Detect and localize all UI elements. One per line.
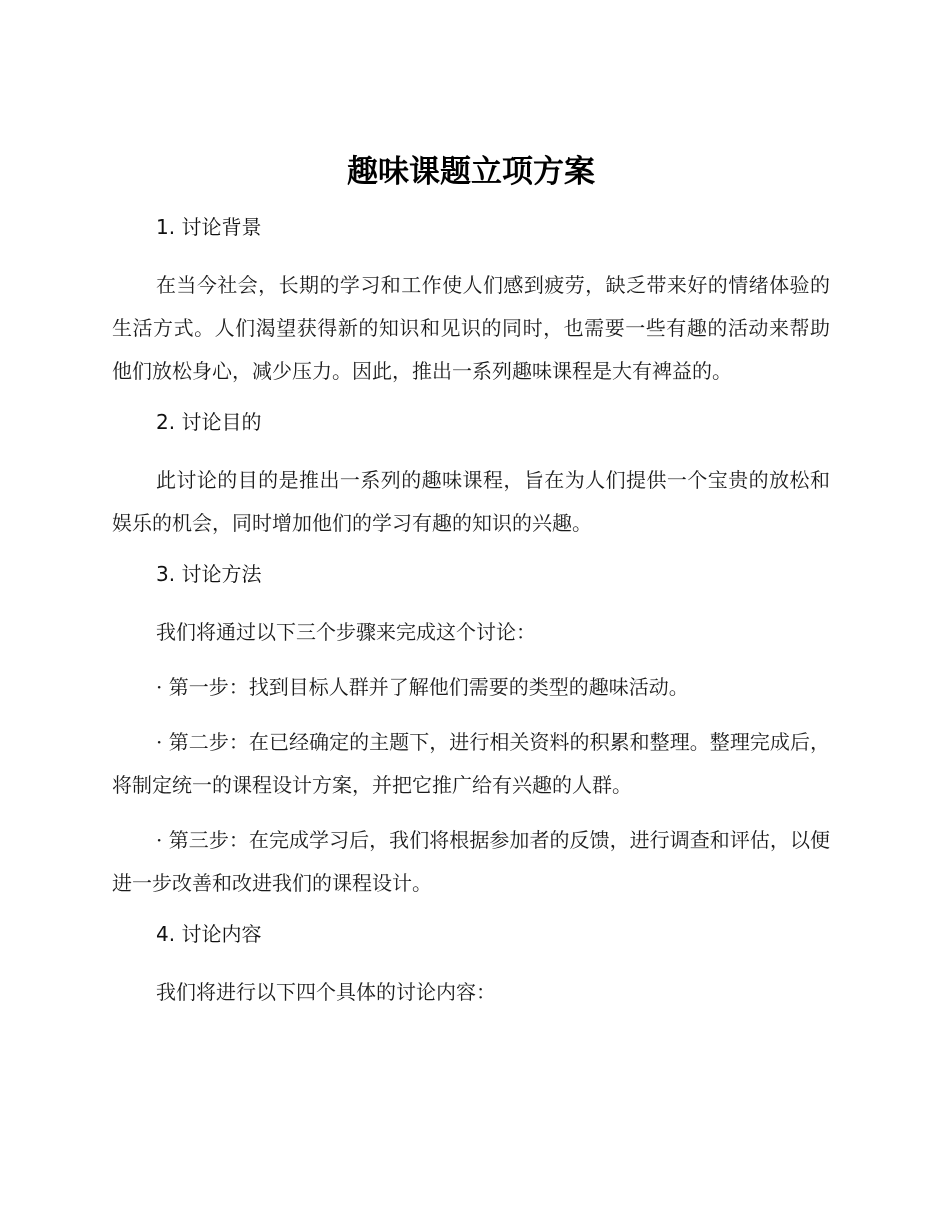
- section-heading-purpose: 2. 讨论目的: [156, 410, 262, 434]
- document-title: 趣味课题立项方案: [347, 154, 595, 190]
- document-body: [112, 148, 830, 1026]
- section-heading-method: 3. 讨论方法: [156, 562, 262, 586]
- method-step-two: · 第二步：在已经确定的主题下，进行相关资料的积累和整理。整理完成后，将制定统一的课程设计方案，并把它推广给有兴趣的人群。: [112, 730, 830, 797]
- section-heading-content: 4. 讨论内容: [156, 922, 262, 946]
- method-intro-paragraph: 我们将通过以下三个步骤来完成这个讨论：: [156, 620, 536, 644]
- content-intro-paragraph: 我们将进行以下四个具体的讨论内容：: [156, 980, 496, 1004]
- purpose-paragraph: 此讨论的目的是推出一系列的趣味课程，旨在为人们提供一个宝贵的放松和娱乐的机会，同时增加他们的学习有趣的知识的兴趣。: [112, 468, 830, 535]
- background-paragraph: 在当今社会，长期的学习和工作使人们感到疲劳，缺乏带来好的情绪体验的生活方式。人们渴望获得新的知识和见识的同时，也需要一些有趣的活动来帮助他们放松身心，减少压力。因此，推出一系列趣味课程是大有裨益的。: [112, 273, 830, 383]
- method-step-three: · 第三步：在完成学习后，我们将根据参加者的反馈，进行调查和评估，以便进一步改善和改进我们的课程设计。: [112, 828, 830, 895]
- method-step-one: · 第一步：找到目标人群并了解他们需要的类型的趣味活动。: [156, 675, 689, 699]
- section-heading-background: 1. 讨论背景: [156, 215, 262, 239]
